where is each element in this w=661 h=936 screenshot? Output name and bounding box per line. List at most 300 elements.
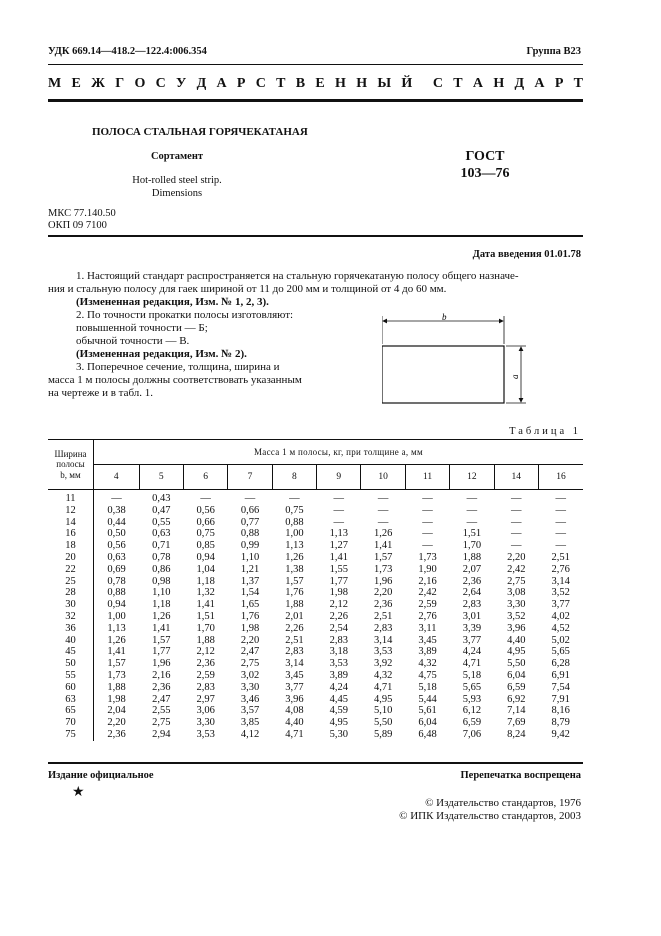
mass-cell: 6,28: [551, 658, 570, 670]
thickness-header-row: [48, 465, 583, 490]
mass-cell: —: [511, 504, 522, 516]
mass-cell: 2,12: [329, 599, 348, 611]
banner-letter: А: [472, 76, 484, 91]
gost-label: ГОСТ: [465, 149, 505, 164]
table-row: [48, 635, 583, 647]
mass-cell: 2,36: [373, 599, 393, 611]
mass-cell: 1,41: [329, 551, 348, 563]
mass-cell: 0,78: [107, 575, 126, 587]
mass-cell: 7,69: [507, 717, 526, 729]
mass-cell: 1,88: [285, 599, 304, 611]
mass-cell: —: [333, 493, 345, 504]
table-row: [48, 505, 583, 517]
thickness-header-cell: 14: [494, 465, 538, 490]
mass-cell: 5,18: [462, 669, 482, 681]
mass-cell: 3,77: [462, 634, 482, 646]
width-cell: 25: [48, 576, 94, 588]
mass-cell: 1,77: [329, 575, 348, 587]
mass-cell: 0,66: [196, 516, 215, 528]
mass-cell: 2,75: [240, 658, 260, 670]
mass-cell: 0,38: [107, 504, 126, 516]
width-cell: 45: [48, 646, 94, 658]
mass-cell: 3,08: [507, 587, 526, 599]
copyright-1976: © Издательство стандартов, 1976: [425, 797, 581, 809]
strip-cross-section: [382, 346, 504, 403]
banner-letter: Е: [71, 76, 81, 91]
banner-letter: Д: [514, 76, 525, 91]
mass-cell: 5,50: [507, 658, 526, 670]
mass-cell: 3,52: [551, 587, 570, 599]
mass-cell: —: [511, 540, 522, 552]
mass-cell: 3,92: [373, 658, 393, 670]
thickness-header-cell: 5: [139, 465, 183, 490]
table-row: [48, 517, 583, 529]
width-header-line1: Ширина: [54, 448, 87, 459]
mass-cell: 2,36: [107, 728, 126, 740]
mass-cell: 2,51: [551, 551, 570, 563]
width-cell: 55: [48, 670, 94, 682]
width-cell: 16: [48, 528, 94, 540]
mass-cell: 1,38: [285, 563, 304, 575]
mass-cell: 2,76: [551, 563, 570, 575]
mass-cell: —: [111, 493, 122, 504]
mass-cell: 0,66: [240, 504, 260, 516]
width-cell: 36: [48, 623, 94, 635]
table-caption: Таблица 1: [509, 426, 581, 437]
mass-group-header: Масса 1 м полосы, кг, при толщине a, мм: [94, 440, 584, 465]
mass-cell: 2,76: [418, 610, 437, 622]
mass-cell: 2,83: [373, 622, 393, 634]
mass-cell: 1,57: [152, 634, 171, 646]
mass-cell: 5,65: [551, 646, 570, 658]
mass-cell: —: [422, 528, 433, 540]
table-row: [48, 490, 583, 505]
mass-cell: 1,73: [107, 669, 126, 681]
mass-table-grid: [48, 439, 583, 741]
mass-cell: 4,24: [329, 681, 348, 693]
mass-cell: 1,88: [462, 551, 482, 563]
mass-cell: 5,02: [551, 634, 570, 646]
mass-cell: 6,48: [418, 728, 437, 740]
mass-cell: 6,04: [418, 717, 437, 729]
mass-cell: 3,53: [196, 728, 215, 740]
mass-cell: 6,92: [507, 693, 526, 705]
mass-cell: 0,99: [240, 540, 260, 552]
mass-cell: 2,75: [152, 717, 171, 729]
mass-cell: 2,16: [152, 669, 171, 681]
mass-cell: 3,45: [418, 634, 437, 646]
width-cell: 18: [48, 540, 94, 552]
banner-letter: Р: [554, 76, 564, 91]
mass-cell: 1,27: [329, 540, 348, 552]
group-code: Группа В23: [526, 46, 581, 57]
okp-code: ОКП 09 7100: [48, 219, 107, 231]
banner-letter: С: [255, 76, 266, 91]
mass-cell: 0,77: [240, 516, 260, 528]
mass-cell: 1,26: [152, 610, 171, 622]
english-title-line2: Dimensions: [151, 188, 203, 199]
mass-cell: 2,04: [107, 705, 126, 717]
thickness-header-cell: 4: [94, 465, 140, 490]
mass-cell: 2,59: [196, 669, 215, 681]
paragraph-2-line1: 2. По точности прокатки полосы изготовляют:: [76, 309, 294, 321]
mass-cell: 2,75: [507, 575, 526, 587]
mass-cell: 3,14: [373, 634, 393, 646]
mass-cell: 1,96: [152, 658, 171, 670]
paragraph-2-line3: обычной точности — В.: [76, 335, 190, 347]
width-cell: 40: [48, 635, 94, 647]
mass-cell: —: [555, 540, 566, 552]
mass-cell: 4,02: [551, 610, 570, 622]
document-title: ПОЛОСА СТАЛЬНАЯ ГОРЯЧЕКАТАНАЯ: [92, 126, 308, 138]
mass-cell: 2,20: [107, 717, 126, 729]
table-row: [48, 646, 583, 658]
mass-cell: 0,50: [107, 528, 126, 540]
table-row: [48, 540, 583, 552]
mass-cell: 3,11: [418, 622, 437, 634]
mass-cell: 1,10: [240, 551, 260, 563]
mass-cell: 1,00: [107, 610, 126, 622]
width-label-b: b: [442, 312, 447, 322]
mass-cell: 2,59: [418, 599, 437, 611]
mass-cell: 2,42: [507, 563, 526, 575]
mass-cell: 1,51: [196, 610, 215, 622]
mass-cell: 3,96: [507, 622, 526, 634]
mass-cell: 2,47: [240, 646, 260, 658]
english-title-line1: Hot-rolled steel strip.: [132, 175, 222, 186]
banner-letter: М: [48, 76, 62, 91]
banner-letter: Ж: [91, 76, 105, 91]
mass-cell: 1,18: [152, 599, 171, 611]
mass-cell: 2,83: [329, 634, 348, 646]
width-cell: 11: [48, 490, 94, 505]
codes-rule: [48, 235, 583, 237]
table-row: [48, 682, 583, 694]
mass-cell: 0,71: [152, 540, 171, 552]
mass-cell: 1,77: [152, 646, 171, 658]
mass-cell: 6,91: [551, 669, 570, 681]
mass-cell: —: [289, 493, 300, 504]
banner-letter: Н: [493, 76, 505, 91]
width-cell: 50: [48, 658, 94, 670]
mass-cell: 2,83: [196, 681, 215, 693]
width-cell: 60: [48, 682, 94, 694]
mass-cell: 0,88: [240, 528, 260, 540]
mass-cell: 1,98: [240, 622, 260, 634]
banner-letter: С: [432, 76, 443, 91]
mass-cell: 3,53: [373, 646, 393, 658]
paragraph-3-line1: 3. Поперечное сечение, толщина, ширина и: [76, 361, 280, 373]
mass-cell: 1,73: [373, 563, 393, 575]
mass-cell: —: [511, 516, 522, 528]
mass-cell: 5,18: [418, 681, 437, 693]
mass-cell: 2,94: [152, 728, 171, 740]
mass-cell: 1,57: [373, 551, 393, 563]
mass-cell: —: [422, 516, 433, 528]
mass-cell: 5,65: [462, 681, 482, 693]
banner-letter: О: [134, 76, 146, 91]
mass-cell: 4,40: [285, 717, 304, 729]
table-row: [48, 717, 583, 729]
mass-cell: —: [422, 504, 433, 516]
mass-cell: 1,88: [107, 681, 126, 693]
thickness-header-cell: 9: [317, 465, 361, 490]
mass-cell: 3,46: [240, 693, 260, 705]
mass-cell: 1,57: [285, 575, 304, 587]
table-row: [48, 564, 583, 576]
mass-cell: 1,65: [240, 599, 260, 611]
mass-cell: 1,41: [373, 540, 393, 552]
mass-cell: 0,47: [152, 504, 171, 516]
mass-cell: 1,18: [196, 575, 215, 587]
width-cell: 32: [48, 611, 94, 623]
mass-cell: 0,56: [107, 540, 126, 552]
mass-cell: 0,94: [107, 599, 126, 611]
mass-cell: 1,57: [107, 658, 126, 670]
width-cell: 70: [48, 717, 94, 729]
width-cell: 22: [48, 564, 94, 576]
width-header-line3: b, мм: [60, 469, 81, 480]
paragraph-3-line3: на чертеже и в табл. 1.: [48, 387, 154, 399]
introduction-date: Дата введения 01.01.78: [472, 249, 581, 260]
mass-cell: 3,52: [507, 610, 526, 622]
mass-cell: 2,20: [507, 551, 526, 563]
mass-cell: 0,69: [107, 563, 126, 575]
mass-cell: 4,08: [285, 705, 304, 717]
paragraph-1-line2: ния и стальную полосу для гаек шириной от 11 до 200 мм и толщиной от 4 до 60 мм.: [48, 283, 447, 295]
mass-cell: 3,14: [551, 575, 570, 587]
mass-cell: —: [555, 516, 566, 528]
banner-letter: У: [176, 76, 187, 91]
mass-cell: 5,50: [373, 717, 393, 729]
mass-cell: 4,71: [285, 728, 304, 740]
mass-cell: —: [422, 540, 433, 552]
banner-letter: В: [295, 76, 306, 91]
mass-cell: 1,13: [329, 528, 348, 540]
mass-cell: 5,93: [462, 693, 482, 705]
gost-number: 103—76: [460, 166, 510, 181]
thickness-header-cell: 16: [538, 465, 583, 490]
mass-cell: 4,71: [373, 681, 393, 693]
mass-cell: 4,59: [329, 705, 348, 717]
table-row: [48, 552, 583, 564]
mass-cell: 4,32: [418, 658, 437, 670]
mass-cell: 1,00: [285, 528, 304, 540]
mass-cell: 8,24: [507, 728, 526, 740]
mass-cell: —: [377, 504, 389, 516]
mass-cell: 0,55: [152, 516, 171, 528]
mass-cell: 1,51: [462, 528, 482, 540]
mass-cell: 1,21: [240, 563, 260, 575]
mass-cell: 6,04: [507, 669, 526, 681]
width-cell: 63: [48, 694, 94, 706]
mass-cell: 3,02: [240, 669, 260, 681]
mass-cell: 6,59: [507, 681, 526, 693]
mass-cell: 4,95: [329, 717, 348, 729]
width-cell: 75: [48, 729, 94, 741]
mass-cell: 1,04: [196, 563, 215, 575]
banner-letter: Н: [335, 76, 346, 91]
mass-cell: 6,12: [462, 705, 482, 717]
mass-cell: 4,45: [329, 693, 348, 705]
mass-cell: 0,85: [196, 540, 215, 552]
mass-cell: 1,32: [196, 587, 215, 599]
mass-cell: 3,30: [240, 681, 260, 693]
banner-letter: А: [216, 76, 227, 91]
mass-cell: 3,85: [240, 717, 260, 729]
mass-cell: 1,13: [107, 622, 126, 634]
mass-cell: 1,41: [107, 646, 126, 658]
banner-letter: Г: [115, 76, 125, 91]
mass-cell: 7,54: [551, 681, 570, 693]
classification-codes: [48, 208, 116, 231]
table-header-row-1: [48, 440, 583, 465]
mass-cell: —: [422, 493, 433, 504]
mass-cell: 0,88: [107, 587, 126, 599]
mass-cell: 1,26: [285, 551, 304, 563]
mass-cell: —: [555, 504, 566, 516]
mass-cell: —: [333, 504, 345, 516]
mass-cell: 4,32: [373, 669, 393, 681]
mass-cell: 5,10: [373, 705, 393, 717]
thickness-header-cell: 11: [405, 465, 449, 490]
mass-cell: 3,96: [285, 693, 304, 705]
mass-cell: 1,70: [462, 540, 482, 552]
mass-cell: 3,18: [329, 646, 348, 658]
paragraph-2-edit: (Измененная редакция, Изм. № 2).: [76, 348, 247, 360]
mass-cell: 3,30: [196, 717, 215, 729]
banner-letter: Е: [315, 76, 325, 91]
mass-cell: 0,43: [152, 493, 171, 504]
mass-cell: —: [555, 528, 566, 540]
mass-cell: 3,89: [329, 669, 348, 681]
mass-cell: 3,30: [507, 599, 526, 611]
mass-cell: 0,75: [285, 504, 304, 516]
mass-cell: 1,26: [107, 634, 126, 646]
mass-cell: 4,24: [462, 646, 482, 658]
reprint-prohibited-label: Перепечатка воспрещена: [460, 770, 581, 781]
mass-cell: 2,01: [285, 610, 304, 622]
mass-cell: 1,76: [240, 610, 260, 622]
mass-cell: 4,95: [507, 646, 526, 658]
english-title: [92, 174, 262, 200]
table-row: [48, 528, 583, 540]
mks-code: МКС 77.140.50: [48, 208, 116, 219]
official-edition-label: Издание официальное: [48, 770, 154, 781]
mass-cell: 2,55: [152, 705, 171, 717]
footer-rule: [48, 762, 583, 764]
mass-cell: —: [511, 493, 522, 504]
mass-cell: 1,41: [152, 622, 171, 634]
mass-cell: 3,01: [462, 610, 482, 622]
star-icon: ★: [72, 785, 85, 800]
mass-cell: 0,78: [152, 551, 171, 563]
banner-letter: Н: [356, 76, 368, 91]
table-row: [48, 611, 583, 623]
udk-code: УДК 669.14—418.2—122.4:006.354: [48, 46, 207, 57]
mass-cell: 5,44: [418, 693, 437, 705]
width-cell: 30: [48, 599, 94, 611]
mass-cell: 8,16: [551, 705, 570, 717]
gost-designation: [450, 148, 520, 182]
table-row: [48, 694, 583, 706]
header-rule-bottom: [48, 99, 583, 102]
table-row: [48, 729, 583, 741]
mass-cell: 4,75: [418, 669, 437, 681]
banner-letter: Т: [453, 76, 463, 91]
mass-cell: 1,41: [196, 599, 215, 611]
mass-cell: 4,71: [462, 658, 482, 670]
mass-cell: 2,51: [285, 634, 304, 646]
mass-cell: 0,94: [196, 551, 215, 563]
mass-cell: —: [333, 516, 345, 528]
cross-section-drawing: [382, 312, 527, 407]
mass-cell: —: [466, 504, 478, 516]
mass-cell: 0,56: [196, 504, 215, 516]
table-row: [48, 587, 583, 599]
paragraph-1-edit: (Измененная редакция, Изм. № 1, 2, 3).: [76, 296, 269, 308]
banner-letter: Т: [276, 76, 286, 91]
mass-cell: 2,51: [373, 610, 393, 622]
thickness-header-cell: 8: [272, 465, 316, 490]
width-cell: 14: [48, 517, 94, 529]
mass-cell: 2,47: [152, 693, 171, 705]
width-cell: 65: [48, 705, 94, 717]
thickness-header-cell: 12: [450, 465, 494, 490]
mass-cell: 3,77: [551, 599, 570, 611]
width-header-line2: полосы: [56, 459, 85, 470]
table-row: [48, 623, 583, 635]
width-cell: 28: [48, 587, 94, 599]
mass-cell: 2,83: [462, 599, 482, 611]
mass-cell: 2,12: [196, 646, 215, 658]
mass-cell: —: [555, 493, 566, 504]
mass-cell: 1,37: [240, 575, 260, 587]
mass-cell: 4,52: [551, 622, 570, 634]
banner-letter: Ы: [377, 76, 392, 91]
mass-cell: 2,54: [329, 622, 348, 634]
mass-cell: 1,55: [329, 563, 348, 575]
mass-cell: 1,98: [329, 587, 348, 599]
mass-cell: 1,73: [418, 551, 437, 563]
mass-cell: 2,97: [196, 693, 215, 705]
mass-cell: 7,06: [462, 728, 482, 740]
mass-cell: 0,44: [107, 516, 126, 528]
mass-cell: —: [377, 493, 389, 504]
banner-letter: С: [155, 76, 166, 91]
table-body: [48, 490, 583, 741]
thickness-header-cell: 10: [361, 465, 405, 490]
mass-cell: 5,89: [373, 728, 393, 740]
banner-letter: Й: [401, 76, 413, 91]
mass-cell: 4,40: [507, 634, 526, 646]
mass-cell: 1,90: [418, 563, 437, 575]
mass-cell: 1,26: [373, 528, 393, 540]
mass-cell: 0,63: [107, 551, 126, 563]
mass-cell: 1,96: [373, 575, 393, 587]
thickness-header-cell: 7: [228, 465, 272, 490]
mass-cell: 1,88: [196, 634, 215, 646]
mass-cell: 5,61: [418, 705, 437, 717]
mass-cell: 1,10: [152, 587, 171, 599]
mass-cell: 0,63: [152, 528, 171, 540]
mass-cell: 2,36: [462, 575, 482, 587]
banner-letter: Р: [236, 76, 246, 91]
mass-cell: —: [511, 528, 522, 540]
mass-cell: 1,98: [107, 693, 126, 705]
mass-cell: 0,75: [196, 528, 215, 540]
table-row: [48, 705, 583, 717]
